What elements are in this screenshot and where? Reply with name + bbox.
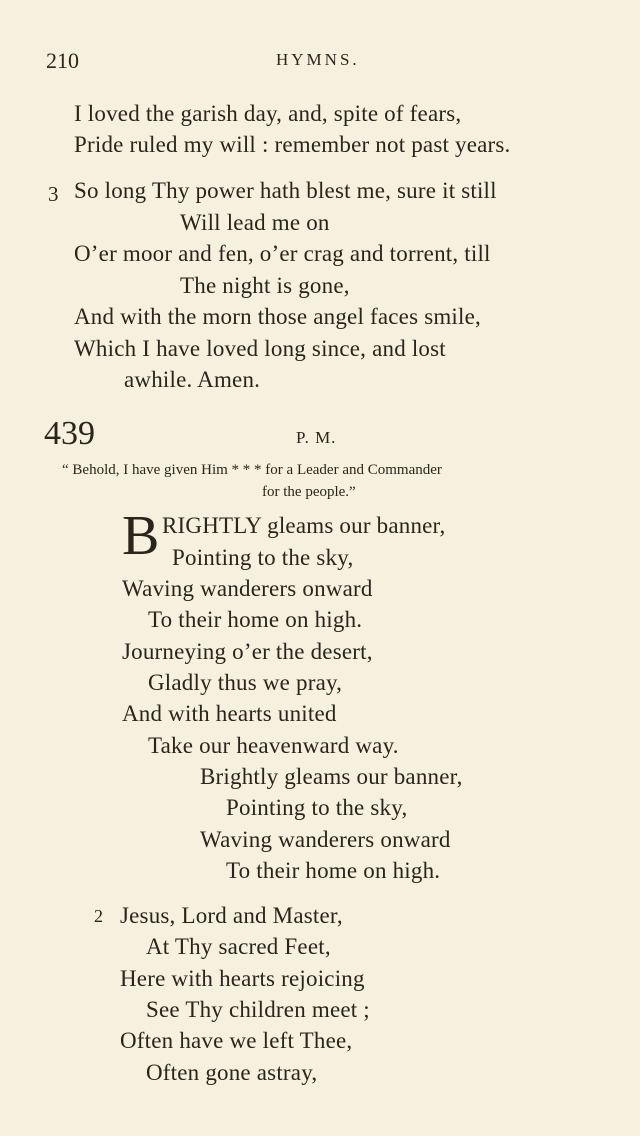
verse-line: Gladly thus we pray,: [148, 670, 343, 695]
verse-line: Often have we left Thee,: [120, 1028, 353, 1053]
verse-line: I loved the garish day, and, spite of fears,: [74, 101, 462, 126]
epigraph-line: for the people.”: [262, 484, 356, 500]
refrain-line: Pointing to the sky,: [226, 795, 408, 820]
verse-line: At Thy sacred Feet,: [146, 934, 331, 959]
verse-line: See Thy children meet ;: [146, 997, 370, 1022]
verse-line: Jesus, Lord and Master,: [120, 903, 343, 928]
refrain-line: Brightly gleams our banner,: [200, 764, 463, 789]
verse-line: To their home on high.: [148, 607, 363, 632]
stanza-number: 2: [94, 906, 103, 926]
verse-line: Will lead me on: [180, 210, 330, 235]
verse-line: Which I have loved long since, and lost: [74, 336, 446, 361]
verse-line: And with the morn those angel faces smile,: [74, 304, 481, 329]
verse-line: awhile. Amen.: [124, 367, 261, 392]
verse-line: O’er moor and fen, o’er crag and torrent, till: [74, 241, 491, 266]
verse-line: Here with hearts rejoicing: [120, 966, 365, 991]
drop-capital: B: [122, 505, 160, 567]
verse-line: So long Thy power hath blest me, sure it still: [74, 178, 497, 203]
verse-line: Waving wanderers onward: [122, 576, 373, 601]
verse-line: Take our heavenward way.: [148, 733, 399, 758]
verse-line: Journeying o’er the desert,: [122, 639, 373, 664]
running-head: HYMNS.: [276, 50, 360, 69]
refrain-line: Waving wanderers onward: [200, 827, 451, 852]
hymn-number: 439: [44, 415, 95, 452]
verse-line: The night is gone,: [180, 273, 350, 298]
page-number: 210: [46, 48, 79, 73]
stanza-number: 3: [48, 182, 59, 206]
epigraph-line: “ Behold, I have given Him * * * for a Leader and Commander: [62, 462, 442, 478]
verse-line: Often gone astray,: [146, 1060, 318, 1085]
verse-line: And with hearts united: [122, 701, 337, 726]
hymn-meter: P. M.: [296, 428, 337, 447]
verse-line: RIGHTLY gleams our banner,: [162, 513, 446, 538]
refrain-line: To their home on high.: [226, 858, 441, 883]
verse-line: Pointing to the sky,: [172, 545, 354, 570]
verse-line: Pride ruled my will : remember not past years.: [74, 132, 511, 157]
